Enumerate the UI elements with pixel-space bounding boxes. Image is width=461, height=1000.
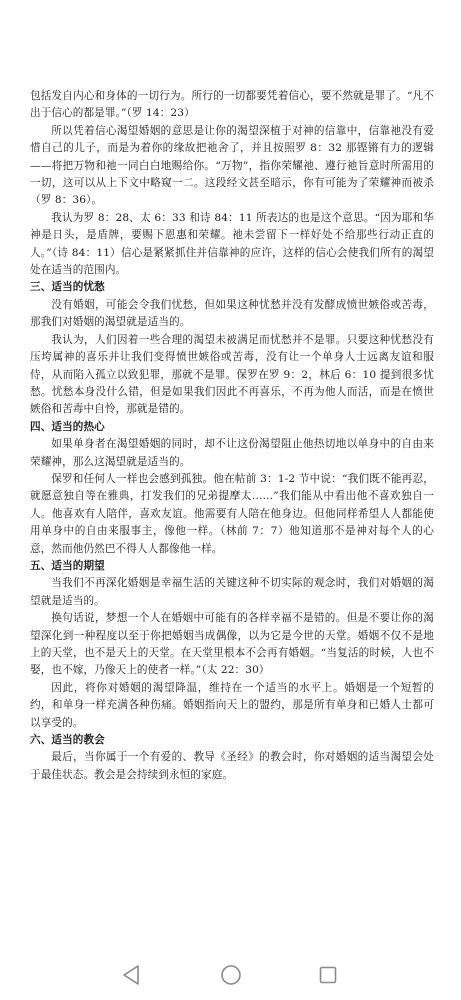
back-triangle-icon <box>121 964 141 986</box>
paragraph: 我认为，人们因着一些合理的渴望未被满足而忧愁并不是罪。只要这种忧愁没有压垮属神的喜乐并让我们变得愤世嫉俗或苦毒，没有让一个单身人士远离友谊和服侍，从而陷入孤立以致犯罪，那就不是罪。保罗在罗 9：2，林后 6：10 提到很多忧愁。忧愁本身没什么错，但是如果我们因此不再喜乐，不再为他人而活，而是在愤世嫉俗和苦毒中自怜，那就是错的。 <box>30 333 434 416</box>
home-button[interactable] <box>219 963 243 987</box>
paragraph: 我认为罗 8：28、太 6：33 和诗 84：11 所表达的也是这个意思。“因为耶和华神是日头，是盾牌，要赐下恩惠和荣耀。祂未尝留下一样好处不给那些行动正直的人。”（诗 84：11）信心是紧紧抓住并信靠神的应许，这样的信心会使我们所有的渴望处在适当的范围内。 <box>30 211 434 277</box>
section-heading: 六、适当的教会 <box>30 734 105 747</box>
section-heading: 五、适当的期望 <box>30 559 105 572</box>
paragraph: 换句话说，梦想一个人在婚姻中可能有的各样幸福不是错的。但是不要让你的渴望深化到一种程度以至于你把婚姻当成偶像，以为它是今世的天堂。婚姻不仅不是地上的天堂，也不是天上的天堂。在天堂里根本不会再有婚姻。“当复活的时候，人也不娶，也不嫁，乃像天上的使者一样。”（太 22：30） <box>30 612 434 677</box>
paragraph: 如果单身者在渴望婚姻的同时，却不让这份渴望阻止他热切地以单身中的自由来荣耀神，那么这渴望就是适当的。 <box>30 438 434 468</box>
home-circle-icon <box>220 964 242 986</box>
paragraph: 因此，将你对婚姻的渴望降温，维持在一个适当的水平上。婚姻是一个短暂的约，和单身一样充满各种伤痛。婚姻指向天上的盟约，那是所有单身和已婚人士都可以享受的。 <box>30 681 434 729</box>
paragraph: 保罗和任何人一样也会感到孤独。他在帖前 3：1-2 节中说：“我们既不能再忍，就愿意独自等在雅典，打发我们的兄弟提摩太……”我们能从中看出他不喜欢独自一人。他喜欢有人陪伴，喜欢友谊。他需要有人陪在他身边。但他同样希望人人都能使用单身中的自由来服事主，像他一样。（林前 7：7）他知道那不是神对每个人的心意，然而他仍然巴不得人人都像他一样。 <box>30 472 434 555</box>
document-body <box>30 88 434 784</box>
section-heading: 三、适当的忧愁 <box>30 281 105 294</box>
back-button[interactable] <box>119 963 143 987</box>
paragraph: 最后，当你属于一个有爱的、教导《圣经》的教会时，你对婚姻的适当渴望会处于最佳状态。教会是会持续到永恒的家庭。 <box>30 751 434 781</box>
recent-apps-button[interactable] <box>316 963 340 987</box>
section-heading: 四、适当的热心 <box>30 420 105 433</box>
navigation-bar <box>0 950 461 1000</box>
paragraph: 当我们不再深化婚姻是幸福生活的关键这种不切实际的观念时，我们对婚姻的渴望就是适当的。 <box>30 577 434 607</box>
paragraph: 没有婚姻，可能会令我们忧愁，但如果这种忧愁并没有发酵成愤世嫉俗或苦毒，那我们对婚姻的渴望就是适当的。 <box>30 298 434 329</box>
recent-square-icon <box>318 965 338 985</box>
paragraph: 包括发自内心和身体的一切行为。所行的一切都要凭着信心，要不然就是罪了。“凡不出于信心的都是罪。”（罗 14：23） <box>30 90 434 120</box>
paragraph: 所以凭着信心渴望婚姻的意思是让你的渴望深植于对神的信靠中，信靠祂没有爱惜自己的儿子，而是为着你的缘故把祂舍了，并且按照罗 8：32 那铿锵有力的逻辑——将把万物和祂一同白白地赐给你。“万物”，指你荣耀祂、遵行祂旨意时所需用的一切，这可以从上下文中略窥一二。这段经文甚至暗示，你有可能为了荣耀神而被杀（罗 8：36）。 <box>30 124 434 207</box>
